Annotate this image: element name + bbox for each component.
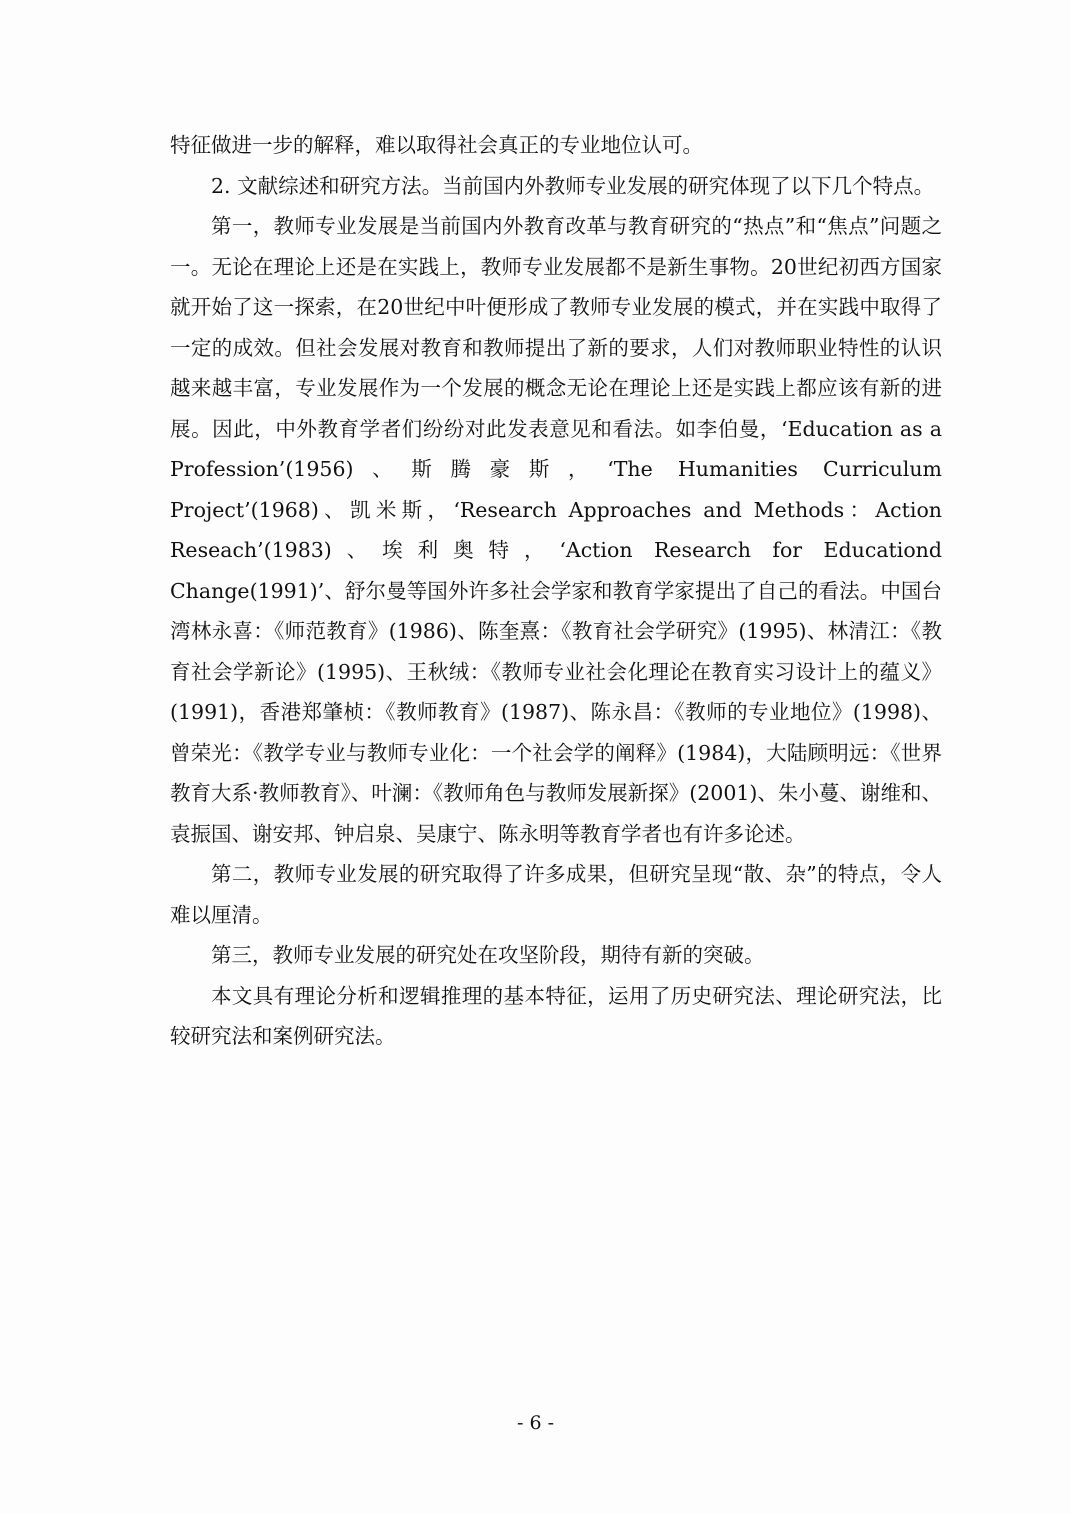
paragraph-point-three: 第三，教师专业发展的研究处在攻坚阶段，期待有新的突破。 bbox=[211, 943, 765, 967]
paragraph-literature-review-heading: 2. 文献综述和研究方法。当前国内外教师专业发展的研究体现了以下几个特点。 bbox=[211, 173, 935, 198]
body-text bbox=[170, 125, 942, 1057]
page-number: - 6 - bbox=[516, 1412, 554, 1434]
paragraph-methods: 本文具有理论分析和逻辑推理的基本特征，运用了历史研究法、理论研究法，比较研究法和案例研究法。 bbox=[170, 983, 942, 1048]
paragraph-point-one: 第一，教师专业发展是当前国内外教育改革与教育研究的“热点”和“焦点”问题之一。无论在理论上还是在实践上，教师专业发展都不是新生事物。20世纪初西方国家就开始了这一探索，在20世纪中叶便形成了教师专业发展的模式，并在实践中取得了一定的成效。但社会发展对教育和教师提出了新的要求，人们对教师职业特性的认识越来越丰富，专业发展作为一个发展的概念无论在理论上还是实践上都应该有新的进展。因此，中外教育学者们纷纷对此发表意见和看法。如李伯曼，‘Education as a Profession’(1956)、斯腾豪斯，‘The Humanities Curriculum Project’(1968)、凯米斯，‘Research Approaches and Methods：Action Reseach’(1983)、埃利奥特，‘Action Research for Educationd Change(1991)’、舒尔曼等国外许多社会学家和教育学家提出了自己的看法。中国台湾林永喜：《师范教育》(1986)、陈奎熹：《教育社会学研究》(1995)、林清江：《教育社会学新论》(1995)、王秋绒：《教师专业社会化理论在教育实习设计上的蕴义》(1991)，香港郑肇桢：《教师教育》(1987)、陈永昌：《教师的专业地位》(1998)、曾荣光：《教学专业与教师专业化：一个社会学的阐释》(1984)，大陆顾明远：《世界教育大系·教师教育》、叶澜：《教师角色与教师发展新探》(2001)、朱小蔓、谢维和、袁振国、谢安邦、钟启泉、吴康宁、陈永明等教育学者也有许多论述。 bbox=[170, 214, 942, 846]
paragraph-point-two: 第二，教师专业发展的研究取得了许多成果，但研究呈现“散、杂”的特点，令人难以厘清。 bbox=[170, 862, 942, 927]
paragraph-continuation: 特征做进一步的解释，难以取得社会真正的专业地位认可。 bbox=[170, 133, 703, 157]
